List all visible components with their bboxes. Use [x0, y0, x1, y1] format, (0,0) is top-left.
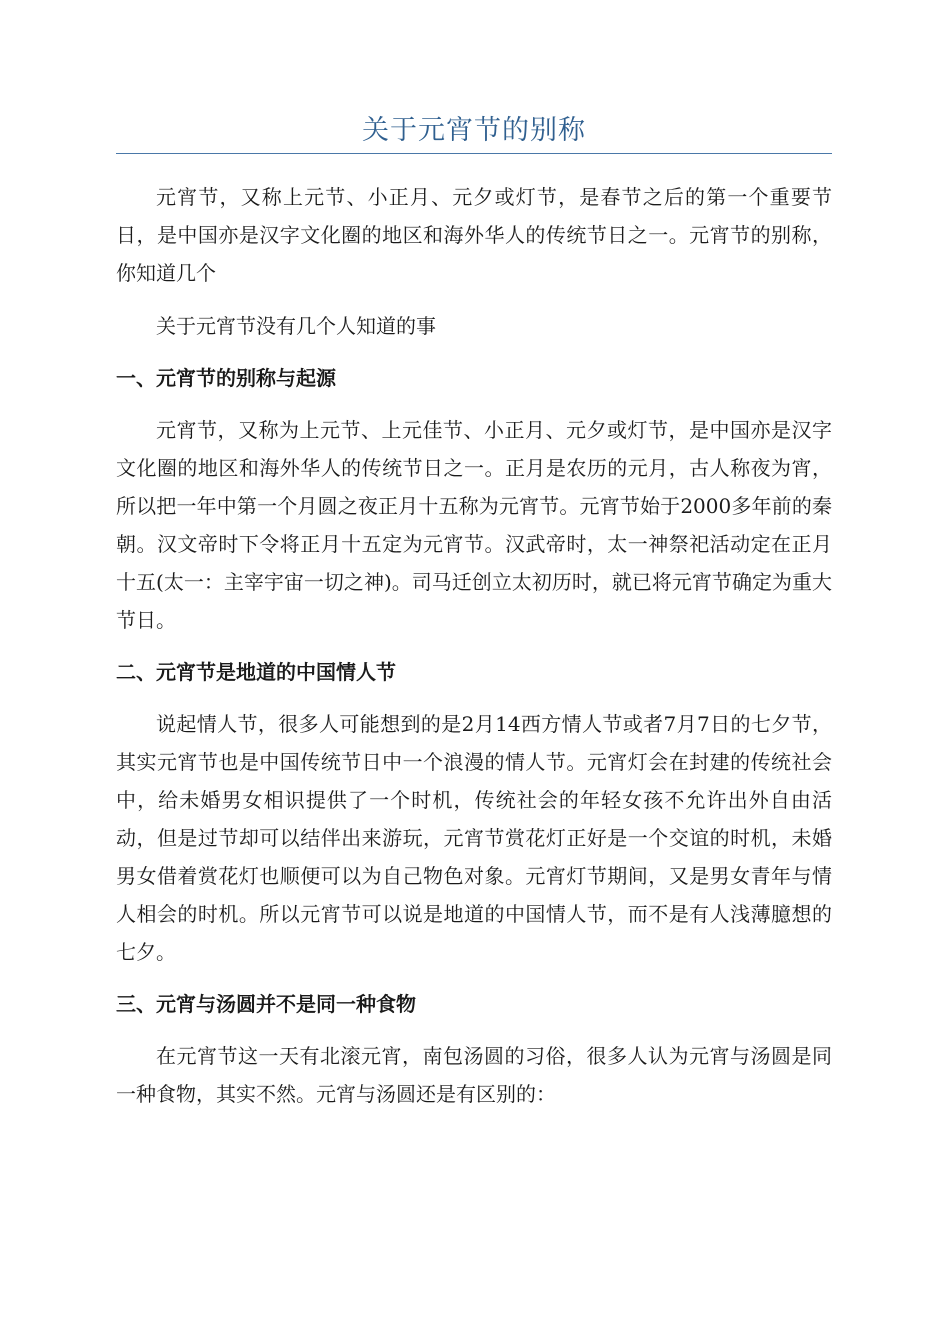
subtitle-paragraph: 关于元宵节没有几个人知道的事 — [156, 314, 436, 338]
section-1 — [116, 359, 832, 639]
section-paragraph: 元宵节，又称为上元节、上元佳节、小正月、元夕或灯节，是中国亦是汉字文化圈的地区和海外华人的传统节日之一。正月是农历的元月，古人称夜为宵，所以把一年中第一个月圆之夜正月十五称为元宵节。元宵节始于2000多年前的秦朝。汉文帝时下令将正月十五定为元宵节。汉武帝时，太一神祭祀活动定在正月十五(太一：主宰宇宙一切之神)。司马迁创立太初历时，就已将元宵节确定为重大节日。 — [116, 418, 832, 632]
section-3 — [116, 985, 832, 1113]
section-2 — [116, 653, 832, 971]
section-paragraph: 在元宵节这一天有北滚元宵，南包汤圆的习俗，很多人认为元宵与汤圆是同一种食物，其实不然。元宵与汤圆还是有区别的： — [116, 1044, 832, 1106]
section-heading: 三、元宵与汤圆并不是同一种食物 — [116, 992, 416, 1016]
section-heading: 二、元宵节是地道的中国情人节 — [116, 660, 396, 684]
page-title: 关于元宵节的别称 — [116, 108, 832, 154]
section-heading: 一、元宵节的别称与起源 — [116, 366, 336, 390]
section-paragraph: 说起情人节，很多人可能想到的是2月14西方情人节或者7月7日的七夕节，其实元宵节也是中国传统节日中一个浪漫的情人节。元宵灯会在封建的传统社会中，给未婚男女相识提供了一个时机，传统社会的年轻女孩不允许出外自由活动，但是过节却可以结伴出来游玩，元宵节赏花灯正好是一个交谊的时机，未婚男女借着赏花灯也顺便可以为自己物色对象。元宵灯节期间，又是男女青年与情人相会的时机。所以元宵节可以说是地道的中国情人节，而不是有人浅薄臆想的七夕。 — [116, 712, 832, 964]
intro-paragraph: 元宵节，又称上元节、小正月、元夕或灯节，是春节之后的第一个重要节日，是中国亦是汉字文化圈的地区和海外华人的传统节日之一。元宵节的别称，你知道几个 — [116, 185, 832, 285]
